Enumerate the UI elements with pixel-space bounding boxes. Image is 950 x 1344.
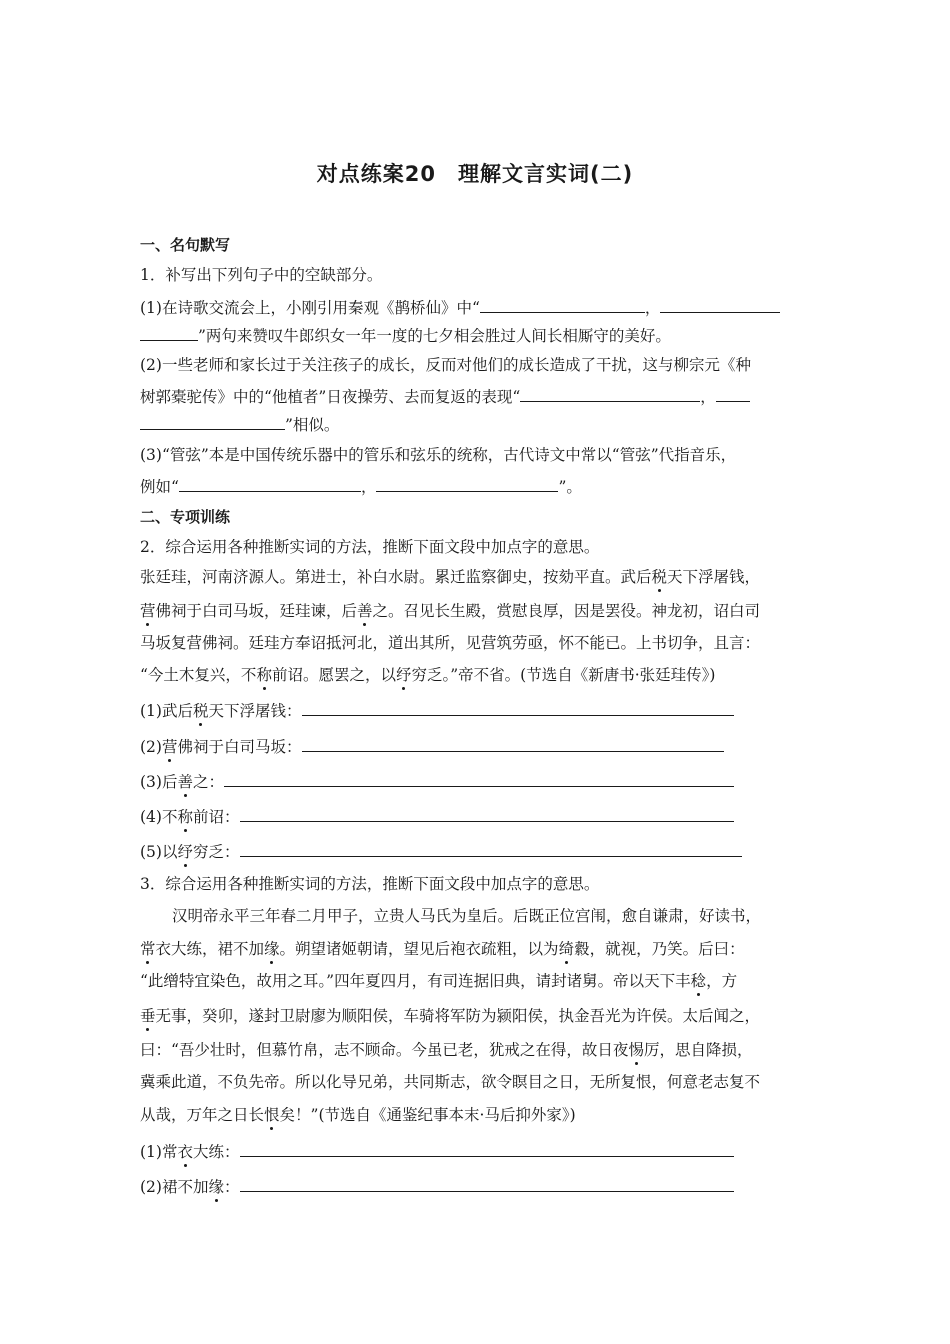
q2-text: 之。召见长生殿，赏慰良厚，因是罢役。神龙初，诏白司	[372, 602, 761, 620]
answer-label: (5)以	[140, 843, 178, 861]
q1-p1-text-b: ”两句来赞叹牛郎织女一年一度的七夕相会胜过人间长相厮守的美好。	[198, 327, 671, 345]
dotted-char: 恨	[264, 1106, 280, 1124]
q3-text: 厉，思自降损，	[643, 1041, 753, 1059]
dotted-char: 绮	[558, 940, 575, 958]
q2-passage-line4	[140, 664, 820, 686]
answer-label: 天下浮屠钱：	[208, 702, 302, 720]
dotted-char: 称	[177, 808, 193, 826]
q2-answer-1-blank[interactable]	[302, 699, 734, 716]
dotted-char: 纾	[395, 666, 412, 684]
answer-label: 大练：	[192, 1143, 240, 1161]
q3-text: ，方	[706, 972, 738, 990]
q2-stem: 2．综合运用各种推断实词的方法，推断下面文段中加点字的意思。	[140, 538, 600, 556]
dotted-char: 称	[256, 666, 272, 684]
q1-stem: 1．补写出下列句子中的空缺部分。	[140, 266, 383, 284]
q2-text: 前诏。愿罢之，以	[271, 666, 396, 684]
dotted-char: 纾	[177, 843, 193, 861]
q1-part2-line3	[140, 413, 820, 436]
q1-p3-comma: ，	[360, 478, 377, 496]
page-title: 对点练案20 理解文言实词(二)	[316, 162, 634, 186]
q3-text: 从哉，万年之日长	[140, 1106, 265, 1124]
q2-passage-line3: 马坂复营佛祠。廷珪方奉诏抵河北，道出其所，见营筑劳亟，怀不能已。上书切争，且言：	[140, 634, 761, 652]
dotted-char: 善	[357, 602, 373, 620]
q1-part1-line1	[140, 296, 820, 319]
q1-p3-blank-2[interactable]	[376, 475, 558, 492]
q1-p2-blank-1[interactable]	[520, 385, 700, 402]
q2-answer-5	[140, 840, 820, 863]
q1-part3-line1: (3)“管弦”本是中国传统乐器中的管乐和弦乐的统称，古代诗文中常以“管弦”代指音乐，	[140, 446, 737, 464]
q3-stem: 3．综合运用各种推断实词的方法，推断下面文段中加点字的意思。	[140, 875, 600, 893]
q2-text: 穷乏。”帝不省。(节选自《新唐书·张廷珪传》)	[411, 666, 716, 684]
section-heading-practice: 二、专项训练	[140, 508, 231, 526]
q1-p1-blank-2b[interactable]	[140, 324, 198, 341]
q1-p3-text-b: 例如“	[140, 478, 179, 496]
q3-text: 曰：“吾少壮时，但慕竹帛，志不顾命。今虽已老，犹戒之在得，故日夜	[140, 1041, 629, 1059]
q1-p2-text-b: 树郭橐驼传》中的“他植者”日夜操劳、去而复返的表现“	[140, 388, 521, 406]
dotted-char: 营	[161, 738, 178, 756]
answer-label: (4)不	[140, 808, 178, 826]
q2-passage-line2	[140, 600, 820, 622]
answer-label: (3)后	[140, 773, 178, 791]
answer-label: 佛祠于白司马坂：	[177, 738, 302, 756]
q1-p3-text-c: ”。	[558, 478, 582, 496]
q3-text: 无事，癸卯，遂封卫尉廖为顺阳侯，车骑将军防为颍阳侯，执金吾光为许侯。太后闻之，	[155, 1007, 761, 1025]
answer-label: (2)裙不加	[140, 1178, 209, 1196]
dotted-char: 缘	[208, 1178, 224, 1196]
q2-passage-line1	[140, 566, 820, 588]
q3-passage-line7	[140, 1104, 820, 1126]
q1-part2-line1: (2)一些老师和家长过于关注孩子的成长，反而对他们的成长造成了干扰，这与柳宗元《种	[140, 356, 751, 374]
dotted-char: 税	[192, 702, 209, 720]
q1-p2-blank-2a[interactable]	[716, 385, 750, 402]
q1-p1-comma: ，	[644, 299, 661, 317]
q2-answer-2	[140, 735, 820, 758]
dotted-char: 惕	[628, 1041, 644, 1059]
dotted-char: 税	[651, 568, 668, 586]
answer-label: 前诏：	[192, 808, 240, 826]
section-heading-recitation: 一、名句默写	[140, 236, 231, 254]
q3-answer-1	[140, 1140, 820, 1163]
q3-text: “此缯特宜染色，故用之耳。”四年夏四月，有司连据旧典，请封诸舅。帝以天下丰	[140, 972, 691, 990]
q3-text: 衣大练，裙不加	[155, 940, 265, 958]
q1-p1-blank-1[interactable]	[480, 296, 645, 313]
q2-text: “今土木复兴，不	[140, 666, 257, 684]
q2-answer-2-blank[interactable]	[302, 735, 724, 752]
q1-part3-line2	[140, 475, 820, 498]
q3-passage-line3	[140, 970, 820, 992]
answer-label: (1)武后	[140, 702, 193, 720]
q1-p2-blank-2b[interactable]	[140, 413, 285, 430]
dotted-char: 缘	[264, 940, 280, 958]
dotted-char: 垂	[140, 1007, 156, 1025]
q3-answer-2-blank[interactable]	[240, 1175, 734, 1192]
answer-label: 穷乏：	[192, 843, 240, 861]
dotted-char: 善	[177, 773, 193, 791]
q1-part2-line2	[140, 385, 820, 408]
q1-p2-text-c: ”相似。	[285, 416, 340, 434]
q2-answer-3-blank[interactable]	[224, 770, 734, 787]
q3-text: 矣！”(节选自《通鉴纪事本末·马后抑外家》)	[279, 1106, 576, 1124]
answer-label: 之：	[192, 773, 224, 791]
q2-text: 张廷珪，河南济源人。第进士，补白水尉。累迁监察御史，按劾平直。武后	[140, 568, 652, 586]
answer-label: (1)常	[140, 1143, 178, 1161]
answer-label: (2)	[140, 738, 162, 756]
q2-text: 天下浮屠钱，	[667, 568, 761, 586]
q3-answer-1-blank[interactable]	[240, 1140, 734, 1157]
q3-passage-line1: 汉明帝永平三年春二月甲子，立贵人马氏为皇后。后既正位宫闱，愈自谦肃，好读书，	[172, 907, 762, 925]
q1-part1-line2	[140, 324, 820, 347]
q2-answer-4	[140, 805, 820, 828]
q1-p1-blank-2a[interactable]	[660, 296, 780, 313]
q3-passage-line2	[140, 938, 820, 960]
dotted-char: 常	[140, 940, 156, 958]
q3-answer-2	[140, 1175, 820, 1198]
q1-p1-text-a: (1)在诗歌交流会上，小刚引用秦观《鹊桥仙》中“	[140, 299, 480, 317]
q1-p2-comma: ，	[700, 388, 716, 406]
q2-answer-5-blank[interactable]	[240, 840, 742, 857]
dotted-char: 营	[140, 602, 156, 620]
dotted-char: 衣	[177, 1143, 193, 1161]
answer-label: ：	[223, 1178, 240, 1196]
q2-answer-3	[140, 770, 820, 793]
q1-p3-blank-1[interactable]	[179, 475, 361, 492]
q2-answer-1	[140, 699, 820, 722]
q3-passage-line6: 冀乘此道，不负先帝。所以化导兄弟，共同斯志，欲令瞑目之日，无所复恨，何意老志复不	[140, 1073, 761, 1091]
q2-text: 佛祠于白司马坂，廷珪谏，后	[155, 602, 358, 620]
q3-text: 縠，就视，乃笑。后曰：	[574, 940, 745, 958]
q3-passage-line5	[140, 1039, 820, 1061]
dotted-char: 稔	[690, 972, 707, 990]
q2-answer-4-blank[interactable]	[240, 805, 734, 822]
q3-passage-line4	[140, 1005, 820, 1027]
q3-text: 。朔望诸姬朝请，望见后袍衣疏粗，以为	[279, 940, 559, 958]
